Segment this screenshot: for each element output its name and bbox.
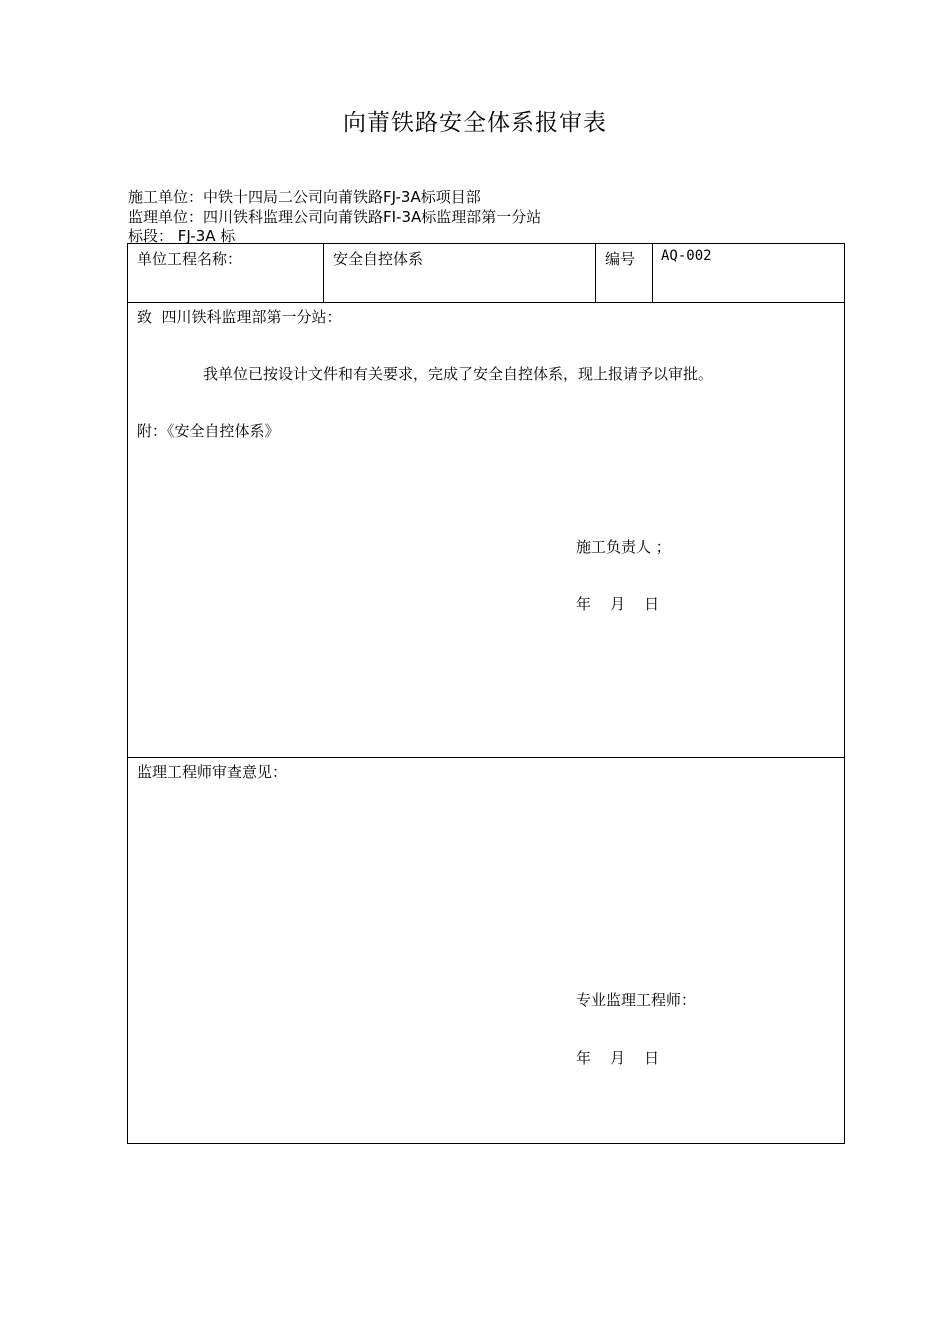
unit-project-value: 安全自控体系 — [333, 250, 424, 268]
date-line-2: 年 月 日 — [576, 1049, 660, 1067]
supervision-unit-line: 监理单位：四川铁科监理公司向莆铁路FI-3A标监理部第一分站 — [128, 208, 542, 226]
construction-signer: 施工负责人 ； — [576, 538, 671, 556]
addressee-line: 致 四川铁科监理部第一分站： — [137, 308, 342, 326]
review-opinion-label: 监理工程师审查意见： — [137, 763, 288, 781]
number-value: AQ-002 — [661, 248, 712, 264]
page-title: 向莆铁路安全体系报审表 — [343, 110, 607, 136]
date-line-1: 年 月 日 — [576, 595, 660, 613]
divider — [595, 244, 596, 302]
section-line: 标段： FJ-3A 标 — [128, 227, 236, 245]
number-label: 编号 — [605, 250, 636, 268]
approval-form-table — [127, 243, 845, 1144]
engineer-signer: 专业监理工程师： — [576, 991, 697, 1009]
divider — [128, 757, 844, 758]
request-body-text: 我单位已按设计文件和有关要求，完成了安全自控体系，现上报请予以审批。 — [203, 365, 714, 383]
divider — [128, 302, 844, 303]
divider — [323, 244, 324, 302]
divider — [652, 244, 653, 302]
construction-unit-line: 施工单位：中铁十四局二公司向莆铁路FJ-3A标项目部 — [128, 188, 481, 206]
unit-project-label: 单位工程名称： — [137, 250, 243, 268]
attachment-line: 附：《安全自控体系》 — [137, 422, 280, 440]
